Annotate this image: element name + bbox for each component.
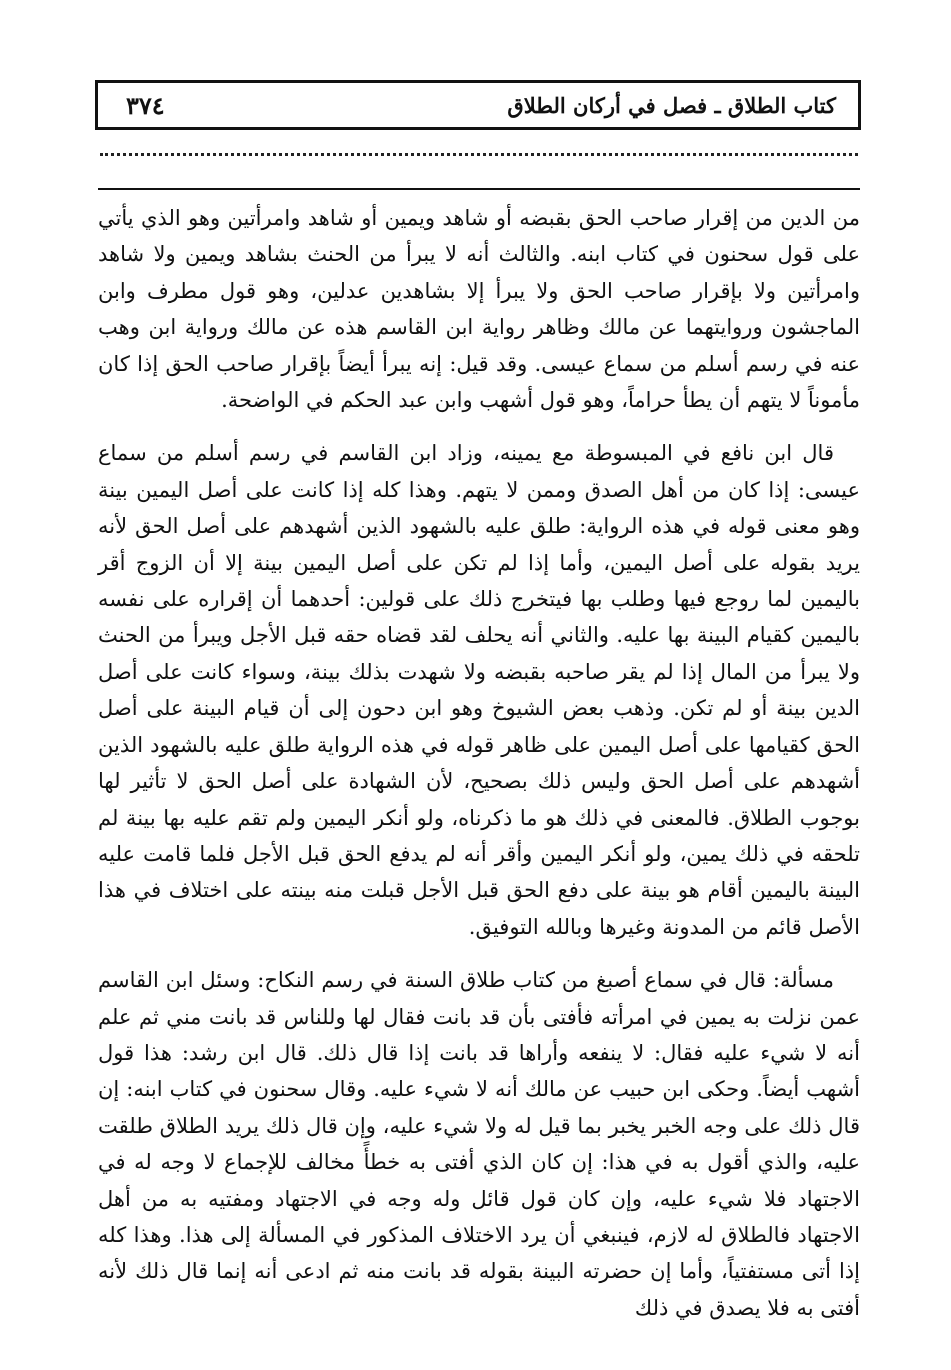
page-number: ٣٧٤ <box>126 90 165 120</box>
running-header-title: كتاب الطلاق ـ فصل في أركان الطلاق <box>507 92 836 118</box>
paragraph-continuation: من الدين من إقرار صاحب الحق بقبضه أو شاهد ويمين أو شاهد وامرأتين وهو الذي يأتي على قول سحنون في كتاب ابنه. والثالث أنه لا يبرأ من الحنث بشاهد ويمين ولا شاهد وامرأتين ولا بإقرار صاحب الحق ولا يبرأ إلا بشاهدين عدلين، وهو قول مطرف وابن الماجشون وروايتهما عن مالك وظاهر رواية ابن القاسم هذه عن مالك ورواية ابن وهب عنه في رسم أسلم من سماع عيسى. وقد قيل: إنه يبرأ أيضاً بإقرار صاحب الحق إذا كان مأموناً لا يتهم أن يطأ حراماً، وهو قول أشهب وابن عبد الحكم في الواضحة. <box>98 206 860 413</box>
header-rule <box>98 188 860 190</box>
paragraph-masala: مسألة: قال في سماع أصبغ من كتاب طلاق السنة في رسم النكاح: وسئل ابن القاسم عمن نزلت به يمين في امرأته فأفتى بأن قد بانت فقال لها وللناس قد بانت مني ثم علم أنه لا شيء عليه فقال: لا ينفعه وأراها قد بانت إذا قال ذلك. قال ابن رشد: هذا قول أشهب أيضاً. وحكى ابن حبيب عن مالك أنه لا شيء عليه. وقال سحنون في كتاب ابنه: إن قال ذلك على وجه الخبر يخبر بما قيل له ولا شيء عليه، وإن قال ذلك يريد الطلاق طلقت عليه، والذي أقول به في هذا: إن كان الذي أفتى به خطأً مخالف للإجماع لا وجه له في الاجتهاد فلا شيء عليه، وإن كان قول قائل وله وجه في الاجتهاد ومفتيه به من أهل الاجتهاد فالطلاق له لازم، فينبغي أن يرد الاختلاف المذكور في المسألة إلى هذا. وهذا كله إذا أتى مستفتياً، وأما إن حضرته البينة بقوله قد بانت منه ثم ادعى أنه إنما قال ذلك لأنه أفتى به فلا يصدق في ذلك <box>98 968 860 1320</box>
running-header <box>95 80 861 130</box>
dotted-separator <box>100 153 858 156</box>
paragraph-ibn-nafi: قال ابن نافع في المبسوطة مع يمينه، وزاد ابن القاسم في رسم أسلم من سماع عيسى: إذا كان من أهل الصدق وممن لا يتهم. وهذا كله إذا كانت على أصل اليمين بينة وهو معنى قوله في هذه الرواية: طلق عليه بالشهود الذين أشهدهم على أصل الحق لأنه يريد بقوله على أصل اليمين، وأما إذا لم تكن على أصل اليمين بينة إلا أن الزوج أقر باليمين لما روجع فيها وطلب بها فيتخرج ذلك على قولين: أحدهما أن إقراره على نفسه باليمين كقيام البينة بها عليه. والثاني أنه يحلف لقد قضاه حقه قبل الأجل ويبرأ من الحنث ولا يبرأ من المال إذا لم يقر صاحبه بقبضه ولا شهدت بذلك بينة، وسواء كانت على أصل الدين بينة أو لم تكن. وذهب بعض الشيوخ وهو ابن دحون إلى أن قيام البينة على أصل الحق كقيامها على أصل اليمين على ظاهر قوله في هذه الرواية طلق عليه بالشهود الذين أشهدهم على أصل الحق وليس ذلك بصحيح، لأن الشهادة على أصل الحق لا تأثير لها بوجوب الطلاق. فالمعنى في ذلك هو ما ذكرناه، ولو أنكر اليمين ولم تقم عليه بها بينة لم تلحقه في ذلك يمين، ولو أنكر اليمين وأقر أنه لم يدفع الحق قبل الأجل فلما قامت عليه البينة باليمين أقام هو بينة على دفع الحق قبل الأجل قبلت منه بينته على اختلاف في هذا الأصل قائم من المدونة وغيرها وبالله التوفيق. <box>98 441 860 939</box>
body-text <box>98 200 860 1326</box>
